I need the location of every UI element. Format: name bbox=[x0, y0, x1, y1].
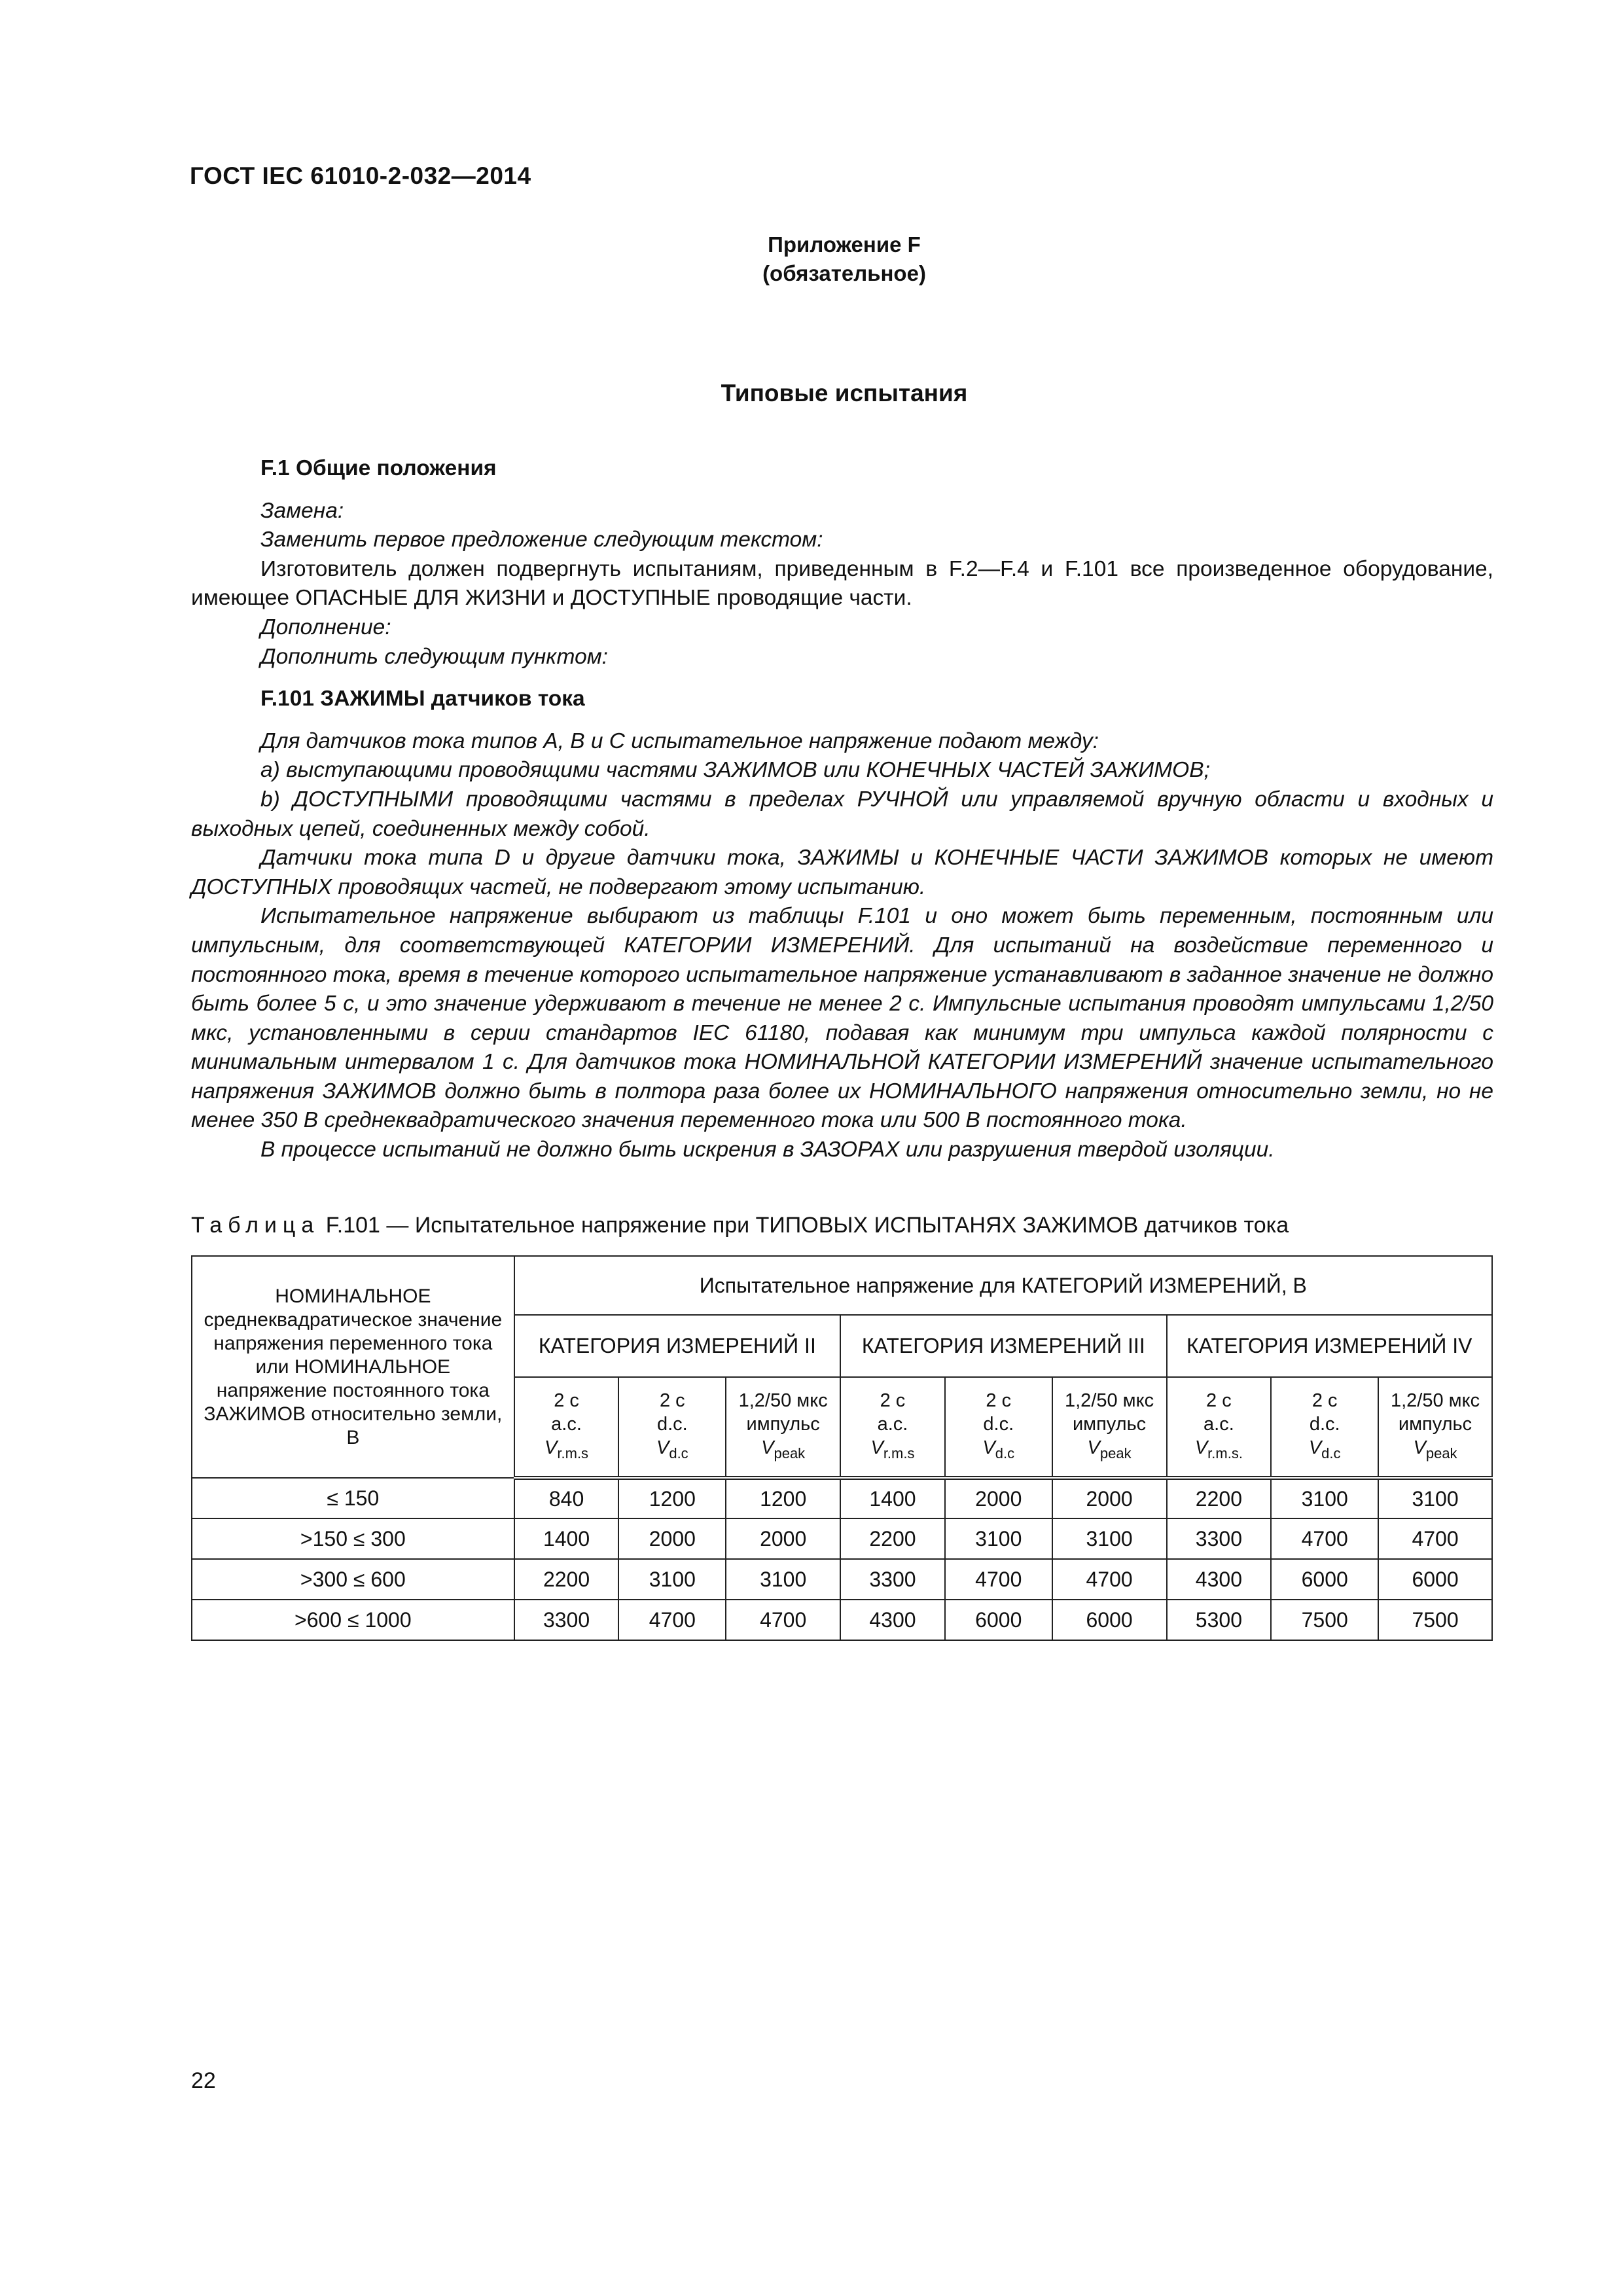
test-voltage-cell: 4300 bbox=[1167, 1559, 1272, 1600]
f1-replace-label: Замена: bbox=[260, 498, 344, 523]
subcolumn-header bbox=[726, 1377, 840, 1478]
subcolumn-symbol: V bbox=[1194, 1437, 1208, 1458]
f1-replace-text: Изготовитель должен подвергнуть испытаниям, приведенным в F.2—F.4 и F.101 все произведенное оборудование, имеющее ОПАСНЫЕ ДЛЯ ЖИЗНИ и ДОСТУПНЫЕ проводящие части. bbox=[191, 556, 1493, 611]
subcolumn-type: a.c. bbox=[877, 1413, 908, 1435]
subcolumn-symbol: V bbox=[982, 1437, 995, 1458]
test-voltage-cell: 4700 bbox=[1052, 1559, 1167, 1600]
test-voltage-cell: 4300 bbox=[840, 1600, 945, 1640]
voltage-range-cell: >600 ≤ 1000 bbox=[192, 1600, 514, 1640]
subcolumn-type: a.c. bbox=[551, 1413, 582, 1435]
page-number: 22 bbox=[191, 2068, 216, 2093]
test-voltage-cell: 3100 bbox=[945, 1518, 1052, 1559]
subcolumn-duration: 2 с bbox=[1206, 1390, 1232, 1411]
f101-paragraph-4: В процессе испытаний не должно быть искрения в ЗАЗОРАХ или разрушения твердой изоляции. bbox=[260, 1138, 1275, 1162]
test-voltage-cell: 1400 bbox=[840, 1478, 945, 1518]
test-voltage-cell: 6000 bbox=[945, 1600, 1052, 1640]
voltage-range-cell: ≤ 150 bbox=[192, 1478, 514, 1518]
subcolumn-symbol: V bbox=[544, 1437, 558, 1458]
f1-heading: F.1 Общие положения bbox=[260, 456, 497, 480]
f1-add-label: Дополнение: bbox=[260, 615, 391, 639]
subcolumn-symbol: V bbox=[870, 1437, 883, 1458]
subcolumn-subscript: peak bbox=[1425, 1444, 1457, 1462]
subcolumn-symbol: V bbox=[1087, 1437, 1100, 1458]
table-row bbox=[192, 1600, 1492, 1640]
subcolumn-subscript: d.c bbox=[669, 1444, 688, 1462]
test-voltage-cell: 2000 bbox=[726, 1518, 840, 1559]
table-row bbox=[192, 1478, 1492, 1518]
subcolumn-header bbox=[1378, 1377, 1492, 1478]
test-voltage-cell: 2000 bbox=[1052, 1478, 1167, 1518]
subcolumn-subscript: d.c bbox=[1321, 1444, 1341, 1462]
test-voltage-cell: 3100 bbox=[1271, 1478, 1378, 1518]
subcolumn-duration: 2 с bbox=[660, 1390, 685, 1411]
subcolumn-type: импульс bbox=[746, 1413, 820, 1435]
f101-paragraph-1: Для датчиков тока типов А, В и С испытательное напряжение подают между: bbox=[260, 728, 1099, 753]
test-voltage-cell: 3100 bbox=[1378, 1478, 1492, 1518]
subcolumn-duration: 2 с bbox=[554, 1390, 579, 1411]
subcolumn-header bbox=[1271, 1377, 1378, 1478]
subcolumn-header bbox=[1052, 1377, 1167, 1478]
test-voltage-cell: 3100 bbox=[618, 1559, 726, 1600]
subcolumn-type: d.c. bbox=[983, 1413, 1014, 1435]
subcolumn-header bbox=[945, 1377, 1052, 1478]
row-header-cell: НОМИНАЛЬНОЕ среднеквадратическое значение напряжения переменного тока или НОМИНАЛЬНОЕ напряжение постоянного тока ЗАЖИМОВ относительно земли, В bbox=[192, 1256, 514, 1478]
voltage-range-cell: >150 ≤ 300 bbox=[192, 1518, 514, 1559]
section-title: Типовые испытания bbox=[721, 380, 968, 406]
test-voltage-cell: 7500 bbox=[1271, 1600, 1378, 1640]
f101-paragraph-3: Испытательное напряжение выбирают из таблицы F.101 и оно может быть переменным, постоянным или импульсным, для соответствующей КАТЕГОРИИ ИЗМЕРЕНИЙ. Для испытаний на воздействие переменного и постоянного тока, время в течение которого испытательное напряжение устанавливают в заданное значение не должно быть более 5 с, и это значение удерживают в течение не менее 2 с. Импульсные испытания проводят импульсами 1,2/50 мкс, установленными в серии стандартов IEC 61180, подавая как минимум три импульса каждой полярности с минимальным интервалом 1 с. Для датчиков тока НОМИНАЛЬНОЙ КАТЕГОРИИ ИЗМЕРЕНИЙ значение испытательного напряжения ЗАЖИМОВ должно быть в полтора раза более их НОМИНАЛЬНОГО напряжения относительно земли, но не менее 350 В среднеквадратического значения переменного тока или 500 В постоянного тока. bbox=[191, 904, 1493, 1133]
test-voltage-cell: 6000 bbox=[1052, 1600, 1167, 1640]
document-id: ГОСТ IEC 61010-2-032—2014 bbox=[190, 162, 531, 189]
subcolumn-symbol: V bbox=[761, 1437, 774, 1458]
test-voltage-cell: 4700 bbox=[945, 1559, 1052, 1600]
test-voltage-cell: 3300 bbox=[514, 1600, 619, 1640]
test-voltage-cell: 1400 bbox=[514, 1518, 619, 1559]
table-caption-text: F.101 — Испытательное напряжение при ТИПОВЫХ ИСПЫТАНЯХ ЗАЖИМОВ датчиков тока bbox=[319, 1213, 1289, 1238]
test-voltage-cell: 2200 bbox=[1167, 1478, 1272, 1518]
test-voltage-cell: 7500 bbox=[1378, 1600, 1492, 1640]
table-caption-prefix: Таблица bbox=[191, 1213, 320, 1238]
subcolumn-subscript: r.m.s bbox=[883, 1444, 915, 1462]
test-voltage-cell: 6000 bbox=[1271, 1559, 1378, 1600]
table-row bbox=[192, 1559, 1492, 1600]
subcolumn-symbol: V bbox=[1308, 1437, 1322, 1458]
f101-paragraph-2: Датчики тока типа D и другие датчики тока, ЗАЖИМЫ и КОНЕЧНЫЕ ЧАСТИ ЗАЖИМОВ которых не имеют ДОСТУПНЫХ проводящих частей, не подвергают этому испытанию. bbox=[191, 846, 1493, 899]
test-voltage-cell: 3100 bbox=[726, 1559, 840, 1600]
category-ii-header: КАТЕГОРИЯ ИЗМЕРЕНИЙ II bbox=[514, 1315, 840, 1377]
test-voltage-cell: 3100 bbox=[1052, 1518, 1167, 1559]
subcolumn-header bbox=[1167, 1377, 1272, 1478]
subcolumn-header bbox=[514, 1377, 619, 1478]
subcolumn-duration: 1,2/50 мкс bbox=[1065, 1390, 1154, 1411]
subcolumn-duration: 1,2/50 мкс bbox=[1390, 1390, 1480, 1411]
test-voltage-cell: 2200 bbox=[514, 1559, 619, 1600]
subcolumn-duration: 2 с bbox=[880, 1390, 906, 1411]
table-row bbox=[192, 1518, 1492, 1559]
test-voltage-cell: 840 bbox=[514, 1478, 619, 1518]
test-voltage-cell: 4700 bbox=[1271, 1518, 1378, 1559]
subcolumn-type: d.c. bbox=[656, 1413, 688, 1435]
section-f1 bbox=[191, 454, 1493, 1165]
test-voltage-cell: 2000 bbox=[618, 1518, 726, 1559]
test-voltage-cell: 2200 bbox=[840, 1518, 945, 1559]
subcolumn-type: d.c. bbox=[1309, 1413, 1340, 1435]
subcolumn-subscript: peak bbox=[1099, 1444, 1132, 1462]
f1-add-instruction: Дополнить следующим пунктом: bbox=[260, 644, 608, 669]
subcolumn-header bbox=[840, 1377, 945, 1478]
test-voltage-cell: 1200 bbox=[618, 1478, 726, 1518]
subcolumn-duration: 1,2/50 мкс bbox=[738, 1390, 828, 1411]
f1-replace-instruction: Заменить первое предложение следующим текстом: bbox=[260, 528, 823, 552]
subcolumn-symbol: V bbox=[656, 1437, 669, 1458]
voltage-range-cell: >300 ≤ 600 bbox=[192, 1559, 514, 1600]
test-voltage-cell: 3300 bbox=[1167, 1518, 1272, 1559]
table-caption bbox=[191, 1213, 1289, 1238]
test-voltage-cell: 4700 bbox=[726, 1600, 840, 1640]
f101-heading: F.101 ЗАЖИМЫ датчиков тока bbox=[260, 687, 585, 711]
group-header-cell: Испытательное напряжение для КАТЕГОРИЙ ИЗМЕРЕНИЙ, В bbox=[514, 1256, 1492, 1315]
f101-item-b: b) ДОСТУПНЫМИ проводящими частями в пределах РУЧНОЙ или управляемой вручную области и входных и выходных цепей, соединенных между собой. bbox=[191, 787, 1493, 841]
test-voltage-cell: 1200 bbox=[726, 1478, 840, 1518]
test-voltage-table bbox=[191, 1255, 1493, 1641]
subcolumn-type: a.c. bbox=[1204, 1413, 1234, 1435]
test-voltage-cell: 4700 bbox=[1378, 1518, 1492, 1559]
subcolumn-type: импульс bbox=[1398, 1413, 1472, 1435]
test-voltage-cell: 5300 bbox=[1167, 1600, 1272, 1640]
appendix-status: (обязательное) bbox=[762, 261, 926, 285]
subcolumn-subscript: d.c bbox=[995, 1444, 1015, 1462]
subcolumn-duration: 2 с bbox=[986, 1390, 1012, 1411]
subcolumn-header bbox=[618, 1377, 726, 1478]
subcolumn-type: импульс bbox=[1072, 1413, 1147, 1435]
f101-item-a: a) выступающими проводящими частями ЗАЖИМОВ или КОНЕЧНЫХ ЧАСТЕЙ ЗАЖИМОВ; bbox=[260, 758, 1210, 783]
subcolumn-subscript: r.m.s bbox=[557, 1444, 589, 1462]
subcolumn-subscript: peak bbox=[774, 1444, 806, 1462]
test-voltage-cell: 6000 bbox=[1378, 1559, 1492, 1600]
subcolumn-subscript: r.m.s. bbox=[1207, 1444, 1243, 1462]
test-voltage-cell: 3300 bbox=[840, 1559, 945, 1600]
test-voltage-cell: 2000 bbox=[945, 1478, 1052, 1518]
subcolumn-symbol: V bbox=[1413, 1437, 1426, 1458]
category-iv-header: КАТЕГОРИЯ ИЗМЕРЕНИЙ IV bbox=[1167, 1315, 1493, 1377]
test-voltage-cell: 4700 bbox=[618, 1600, 726, 1640]
subcolumn-duration: 2 с bbox=[1311, 1390, 1338, 1411]
appendix-title: Приложение F bbox=[768, 232, 921, 257]
category-iii-header: КАТЕГОРИЯ ИЗМЕРЕНИЙ III bbox=[840, 1315, 1166, 1377]
